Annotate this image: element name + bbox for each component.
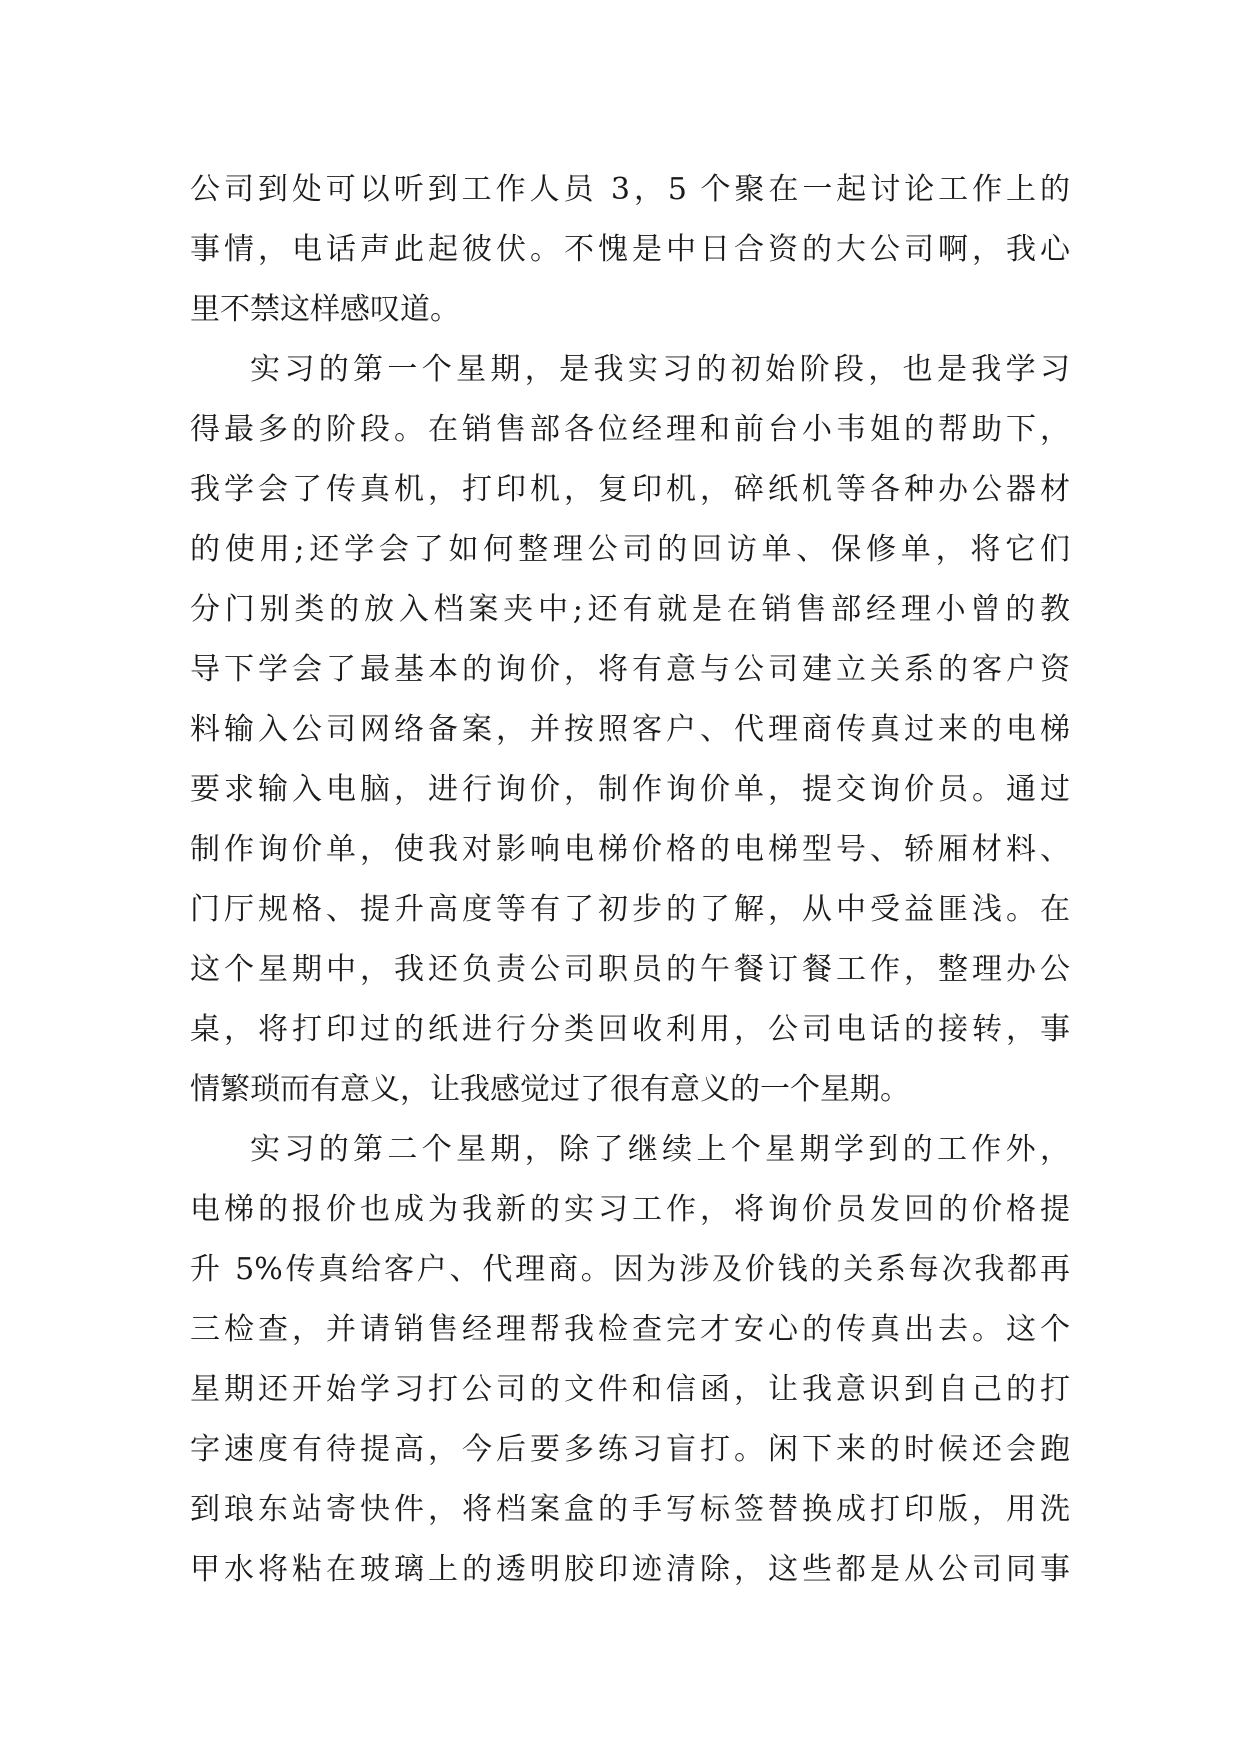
paragraph-1-line-1: 公司到处可以听到工作人员 3，5 个聚在一起讨论工作上的 bbox=[190, 172, 1070, 207]
paragraph-2-line-10: 门厅规格、提升高度等有了初步的了解，从中受益匪浅。在 bbox=[190, 892, 1070, 927]
paragraph-2-line-2: 得最多的阶段。在销售部各位经理和前台小韦姐的帮助下， bbox=[190, 412, 1070, 447]
paragraph-2-line-11: 这个星期中，我还负责公司职员的午餐订餐工作，整理办公 bbox=[190, 952, 1070, 987]
paragraph-3-line-6: 字速度有待提高，今后要多练习盲打。闲下来的时候还会跑 bbox=[190, 1432, 1070, 1467]
paragraph-3-line-1: 实习的第二个星期，除了继续上个星期学到的工作外， bbox=[250, 1132, 1070, 1167]
paragraph-2-line-4: 的使用;还学会了如何整理公司的回访单、保修单，将它们 bbox=[190, 532, 1070, 567]
paragraph-1-line-3: 里不禁这样感叹道。 bbox=[190, 292, 460, 327]
paragraph-2-line-3: 我学会了传真机，打印机，复印机，碎纸机等各种办公器材 bbox=[190, 472, 1070, 507]
paragraph-2-line-8: 要求输入电脑，进行询价，制作询价单，提交询价员。通过 bbox=[190, 772, 1070, 807]
paragraph-2-line-7: 料输入公司网络备案，并按照客户、代理商传真过来的电梯 bbox=[190, 712, 1070, 747]
paragraph-3-line-2: 电梯的报价也成为我新的实习工作，将询价员发回的价格提 bbox=[190, 1192, 1070, 1227]
paragraph-3-line-7: 到琅东站寄快件，将档案盒的手写标签替换成打印版，用洗 bbox=[190, 1492, 1070, 1527]
paragraph-3-line-4: 三检查，并请销售经理帮我检查完才安心的传真出去。这个 bbox=[190, 1312, 1070, 1347]
paragraph-2-line-1: 实习的第一个星期，是我实习的初始阶段，也是我学习 bbox=[250, 352, 1070, 387]
paragraph-2-line-13: 情繁琐而有意义，让我感觉过了很有意义的一个星期。 bbox=[190, 1072, 910, 1107]
paragraph-2-line-9: 制作询价单，使我对影响电梯价格的电梯型号、轿厢材料、 bbox=[190, 832, 1070, 867]
paragraph-2-line-6: 导下学会了最基本的询价，将有意与公司建立关系的客户资 bbox=[190, 652, 1070, 687]
paragraph-3-line-8: 甲水将粘在玻璃上的透明胶印迹清除，这些都是从公司同事 bbox=[190, 1552, 1070, 1587]
paragraph-2-line-5: 分门别类的放入档案夹中;还有就是在销售部经理小曾的教 bbox=[190, 592, 1070, 627]
paragraph-2-line-12: 桌，将打印过的纸进行分类回收利用，公司电话的接转，事 bbox=[190, 1012, 1070, 1047]
paragraph-3-line-3: 升 5%传真给客户、代理商。因为涉及价钱的关系每次我都再 bbox=[190, 1252, 1070, 1287]
document-body bbox=[190, 160, 1070, 1600]
paragraph-1-line-2: 事情，电话声此起彼伏。不愧是中日合资的大公司啊，我心 bbox=[190, 232, 1070, 267]
paragraph-3-line-5: 星期还开始学习打公司的文件和信函，让我意识到自己的打 bbox=[190, 1372, 1070, 1407]
